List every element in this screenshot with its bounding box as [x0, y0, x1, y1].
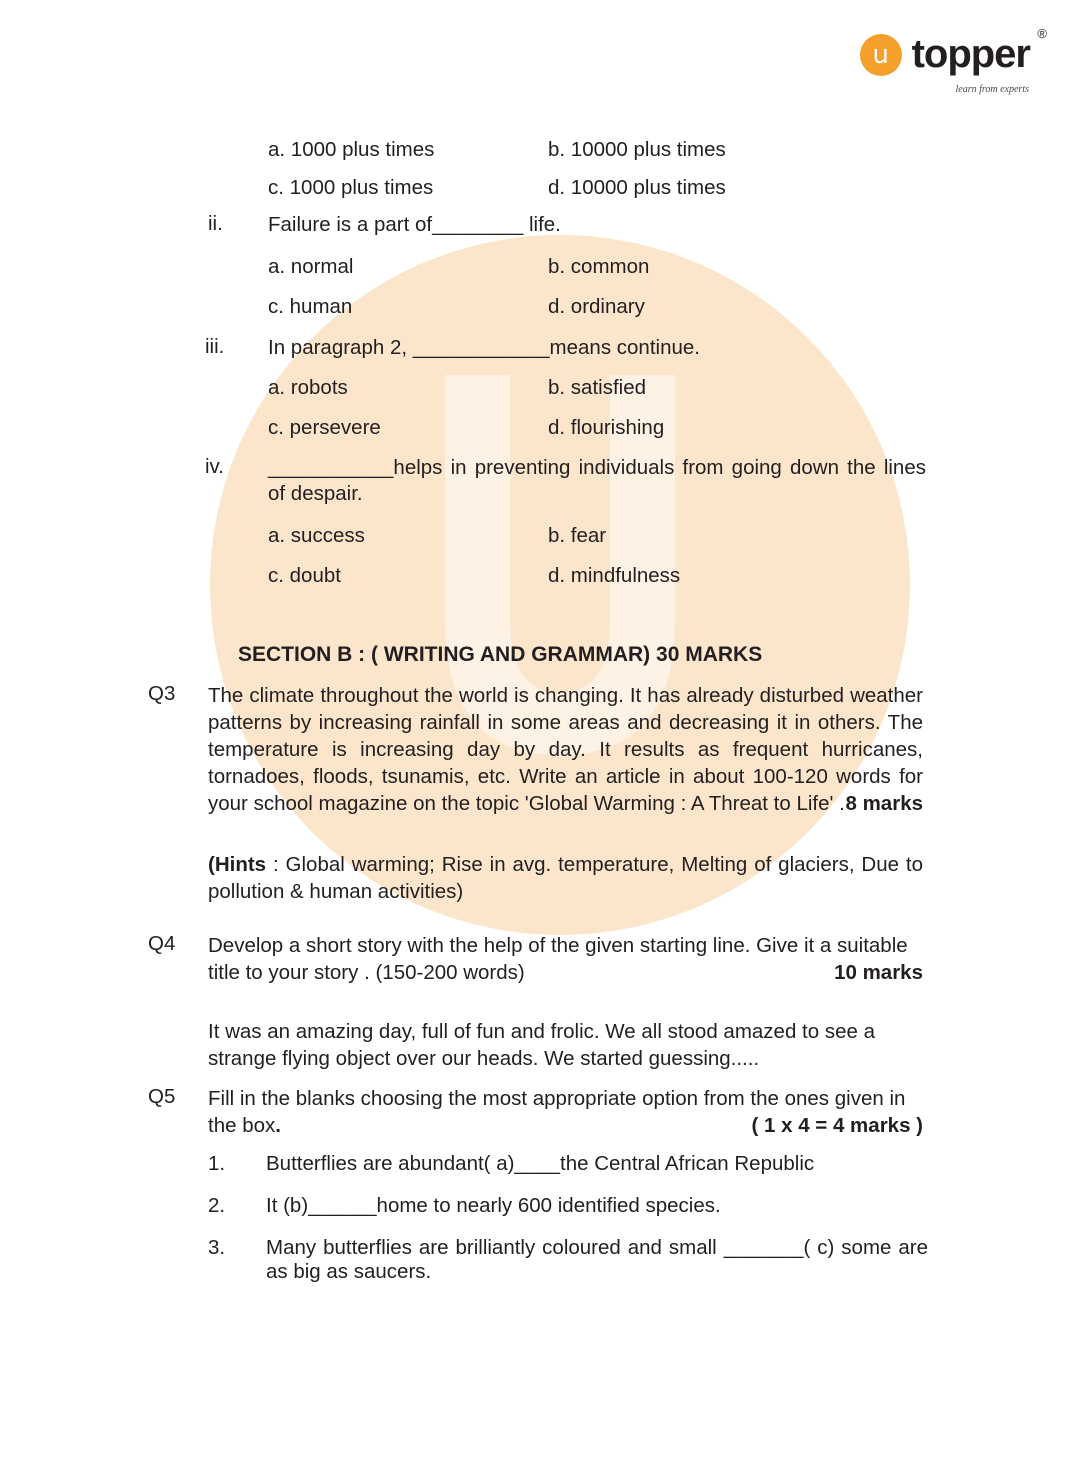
option-row — [268, 415, 928, 441]
mcq-stem-iii: In paragraph 2, ____________means continue. — [268, 336, 700, 359]
q4-text — [208, 932, 923, 986]
q4-marks: 10 marks — [834, 961, 923, 985]
list-item-text: It (b)______home to nearly 600 identified species. — [266, 1194, 721, 1217]
q4-number: Q4 — [148, 932, 176, 955]
option-b: b. fear — [548, 524, 607, 547]
q3-hints — [208, 851, 923, 905]
option-c: c. 1000 plus times — [268, 176, 434, 199]
option-b: b. common — [548, 255, 650, 278]
option-a: a. success — [268, 524, 365, 547]
registered-icon: ® — [1037, 26, 1046, 41]
option-row — [268, 375, 928, 401]
list-item-label: 3. — [208, 1236, 226, 1259]
list-item-text: Butterflies are abundant( a)____the Central African Republic — [266, 1152, 815, 1175]
option-c: c. doubt — [268, 564, 341, 587]
list-item-label: 1. — [208, 1152, 226, 1175]
q3-marks: 8 marks — [845, 792, 923, 816]
mcq-roman-iii: iii. — [205, 335, 225, 358]
q3-paragraph: The climate throughout the world is changing. It has already disturbed weather patterns by increasing rainfall in some areas and decreasing it in others. The temperature is increasing day by day. It results as frequent hurricanes, tornadoes, floods, tsunamis, etc. Write an article in about 100-120 words for your school magazine on the topic 'Global Warming : A Threat to Life' . — [208, 684, 923, 816]
list-item — [208, 1152, 928, 1176]
mcq-roman-iv: iv. — [205, 455, 224, 478]
option-row — [268, 254, 928, 280]
q5-number: Q5 — [148, 1085, 176, 1108]
logo-wordmark — [911, 26, 1046, 77]
mcq-roman-ii: ii. — [208, 212, 223, 235]
mcq-stem-iv: ___________helps in preventing individuals from going down the lines of despair. — [268, 456, 926, 505]
topper-logo — [860, 26, 1046, 77]
q5-paragraph: Fill in the blanks choosing the most appropriate option from the ones given in the box — [208, 1087, 906, 1138]
option-a: a. robots — [268, 376, 348, 399]
option-row — [268, 137, 928, 163]
q4-starter: It was an amazing day, full of fun and frolic. We all stood amazed to see a strange flying object over our heads. We started guessing..... — [208, 1020, 875, 1071]
mcq-stem-ii: Failure is a part of________ life. — [268, 213, 561, 236]
list-item — [208, 1194, 928, 1218]
option-d: d. flourishing — [548, 416, 665, 439]
option-c: c. persevere — [268, 416, 381, 439]
logo-mark-icon: u — [860, 34, 902, 76]
q4-paragraph: Develop a short story with the help of the given starting line. Give it a suitable title to your story . (150-200 words) — [208, 934, 908, 985]
list-item-text: Many butterflies are brilliantly coloured and small _______( c) some are as big as saucers. — [266, 1236, 928, 1283]
logo-tagline: learn from experts — [955, 84, 1029, 95]
option-d: d. ordinary — [548, 295, 645, 318]
q5-text — [208, 1085, 923, 1139]
section-b-heading: SECTION B : ( WRITING AND GRAMMAR) 30 MARKS — [238, 643, 763, 666]
q3-text — [208, 682, 923, 817]
option-b: b. satisfied — [548, 376, 646, 399]
list-item-label: 2. — [208, 1194, 226, 1217]
q5-items — [208, 1152, 928, 1302]
option-row — [268, 175, 928, 201]
option-row — [268, 294, 928, 320]
option-row — [268, 563, 928, 589]
option-d: d. 10000 plus times — [548, 176, 726, 199]
logo-wordmark-text: topper — [911, 32, 1030, 76]
q5-text-tail: . — [275, 1114, 281, 1138]
option-b: b. 10000 plus times — [548, 138, 726, 161]
list-item — [208, 1236, 928, 1284]
option-c: c. human — [268, 295, 353, 318]
option-a: a. normal — [268, 255, 354, 278]
option-d: d. mindfulness — [548, 564, 681, 587]
q3-hints-text: : Global warming; Rise in avg. temperature, Melting of glaciers, Due to pollution & human activities) — [208, 853, 923, 904]
option-row — [268, 523, 928, 549]
option-a: a. 1000 plus times — [268, 138, 435, 161]
q5-marks: ( 1 x 4 = 4 marks ) — [751, 1114, 923, 1138]
q3-number: Q3 — [148, 682, 176, 705]
q3-hints-label: (Hints — [208, 853, 267, 876]
